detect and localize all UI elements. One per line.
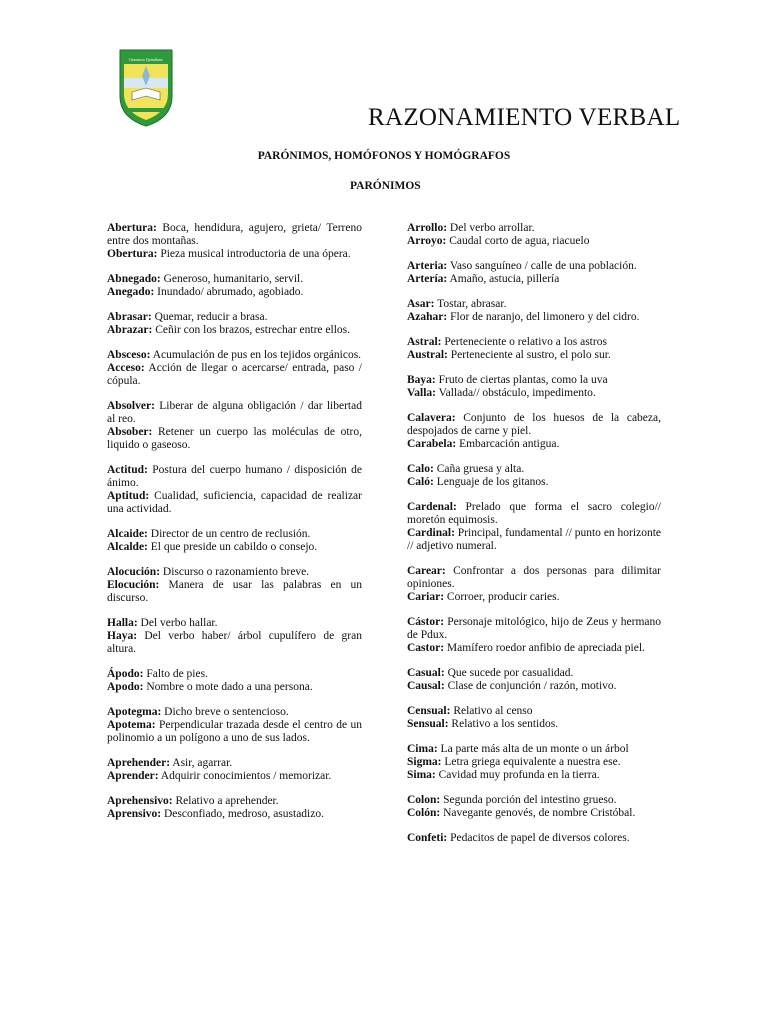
entry-term: Elocución: [107, 579, 160, 591]
section-heading: PARÓNIMOS [350, 180, 421, 192]
entry-definition: Generoso, humanitario, servil. [160, 273, 304, 285]
term-group [107, 273, 362, 299]
entry-term: Castor: [407, 642, 445, 654]
entry-definition: Ceñir con los brazos, estrechar entre ellos. [152, 324, 351, 336]
term-group [407, 260, 661, 286]
glossary-entry [407, 222, 661, 235]
entry-term: Colon: [407, 794, 441, 806]
glossary-entry [107, 222, 362, 248]
entry-term: Valla: [407, 387, 436, 399]
glossary-entry [107, 286, 362, 299]
entry-definition: Discurso o razonamiento breve. [160, 566, 310, 578]
glossary-entry [407, 616, 661, 642]
glossary-entry [107, 668, 362, 681]
entry-definition: Acción de llegar o acercarse/ entrada, paso / cópula. [107, 362, 362, 387]
entry-definition: Director de un centro de reclusión. [147, 528, 311, 540]
school-logo [118, 48, 174, 128]
glossary-entry [407, 298, 661, 311]
term-group [407, 743, 661, 782]
glossary-entry [407, 769, 661, 782]
glossary-entry [407, 387, 661, 400]
entry-definition: Desconfiado, medroso, asustadizo. [161, 808, 324, 820]
entry-definition: Personaje mitológico, hijo de Zeus y hermano de Pdux. [407, 616, 661, 641]
glossary-entry [107, 630, 362, 656]
entry-term: Abrasar: [107, 311, 152, 323]
term-group [107, 566, 362, 605]
entry-definition: Segunda porción del intestino grueso. [440, 794, 617, 806]
entry-definition: Vaso sanguíneo / calle de una población. [447, 260, 637, 272]
entry-definition: Perteneciente o relativo a los astros [441, 336, 607, 348]
entry-term: Sigma: [407, 756, 442, 768]
svg-text:Gimnasio Quindiano: Gimnasio Quindiano [129, 57, 163, 62]
glossary-entry [407, 642, 661, 655]
term-group [407, 667, 661, 693]
entry-term: Abertura: [107, 222, 157, 234]
glossary-entry [407, 527, 661, 553]
entry-term: Carabela: [407, 438, 457, 450]
entry-term: Cardinal: [407, 527, 455, 539]
entry-definition: Caña gruesa y alta. [433, 463, 525, 475]
entry-term: Astral: [407, 336, 442, 348]
entry-definition: Quemar, reducir a brasa. [151, 311, 268, 323]
entry-definition: Perpendicular trazada desde el centro de un polinomio a un polígono a uno de sus lados. [107, 719, 362, 744]
entry-term: Apotegma: [107, 706, 162, 718]
glossary-entry [107, 808, 362, 821]
glossary-entry [107, 719, 362, 745]
entry-definition: Nombre o mote dado a una persona. [143, 681, 313, 693]
page-subtitle: PARÓNIMOS, HOMÓFONOS Y HOMÓGRAFOS [257, 150, 511, 162]
entry-term: Asar: [407, 298, 435, 310]
entry-definition: Confrontar a dos personas para dilimitar opiniones. [407, 565, 661, 590]
entry-term: Alocución: [107, 566, 161, 578]
entry-term: Cima: [407, 743, 438, 755]
glossary-entry [407, 260, 661, 273]
entry-definition: Inundado/ abrumado, agobiado. [154, 286, 304, 298]
entry-definition: Acumulación de pus en los tejidos orgánicos. [150, 349, 362, 361]
glossary-entry [107, 617, 362, 630]
entry-term: Aprehender: [107, 757, 171, 769]
glossary-entry [407, 374, 661, 387]
entry-definition: Adquirir conocimientos / memorizar. [158, 770, 332, 782]
glossary-entry [107, 464, 362, 490]
term-group [107, 222, 362, 261]
entry-definition: Falto de pies. [143, 668, 208, 680]
term-group [107, 757, 362, 783]
term-group [407, 832, 661, 845]
entry-definition: Del verbo arrollar. [447, 222, 535, 234]
glossary-entry [107, 324, 362, 337]
entry-term: Baya: [407, 374, 436, 386]
glossary-entry [107, 706, 362, 719]
glossary-entry [107, 795, 362, 808]
entry-term: Cástor: [407, 616, 445, 628]
entry-definition: Conjunto de los huesos de la cabeza, despojados de carne y piel. [407, 412, 661, 437]
entry-definition: Relativo a los sentidos. [448, 718, 559, 730]
term-group [107, 400, 362, 452]
entry-term: Haya: [107, 630, 138, 642]
entry-term: Alcaide: [107, 528, 148, 540]
entry-definition: Postura del cuerpo humano / disposición de ánimo. [107, 464, 362, 489]
glossary-entry [107, 362, 362, 388]
term-group [407, 616, 661, 655]
entry-term: Caló: [407, 476, 434, 488]
entry-definition: Liberar de alguna obligación / dar libertad al reo. [107, 400, 362, 425]
term-group [407, 501, 661, 553]
entry-definition: Retener un cuerpo las moléculas de otro, liquido o gaseoso. [107, 426, 362, 451]
entry-term: Abnegado: [107, 273, 161, 285]
term-group [407, 336, 661, 362]
glossary-entry [107, 311, 362, 324]
term-group [407, 374, 661, 400]
glossary-entry [107, 566, 362, 579]
glossary-entry [407, 794, 661, 807]
entry-definition: Corroer, producir caries. [444, 591, 560, 603]
term-group [407, 298, 661, 324]
glossary-entry [107, 681, 362, 694]
entry-term: Acceso: [107, 362, 145, 374]
glossary-entry [407, 476, 661, 489]
term-group [107, 311, 362, 337]
glossary-entry [407, 565, 661, 591]
entry-definition: Del verbo hallar. [137, 617, 218, 629]
entry-definition: Mamífero roedor anfibio de apreciada piel. [444, 642, 645, 654]
entry-definition: Clase de conjunción / razón, motivo. [444, 680, 617, 692]
right-column [407, 222, 661, 857]
glossary-entry [407, 667, 661, 680]
glossary-entry [407, 680, 661, 693]
entry-term: Arrollo: [407, 222, 448, 234]
glossary-entry [107, 770, 362, 783]
entry-definition: Flor de naranjo, del limonero y del cidro. [447, 311, 640, 323]
glossary-entry [107, 490, 362, 516]
entry-term: Halla: [107, 617, 138, 629]
glossary-entry [407, 336, 661, 349]
glossary-entry [107, 349, 362, 362]
entry-term: Arroyo: [407, 235, 447, 247]
glossary-entry [407, 807, 661, 820]
entry-term: Carear: [407, 565, 446, 577]
entry-term: Cardenal: [407, 501, 457, 513]
glossary-entry [107, 273, 362, 286]
entry-term: Austral: [407, 349, 448, 361]
entry-definition: Vallada// obstáculo, impedimento. [435, 387, 596, 399]
term-group [107, 795, 362, 821]
left-column [107, 222, 362, 833]
entry-definition: Relativo al censo [450, 705, 533, 717]
entry-definition: Tostar, abrasar. [434, 298, 507, 310]
glossary-entry [107, 426, 362, 452]
glossary-entry [107, 757, 362, 770]
glossary-entry [407, 349, 661, 362]
entry-definition: Manera de usar las palabras en un discurso. [107, 579, 362, 604]
entry-term: Arteria: [407, 260, 448, 272]
term-group [107, 528, 362, 554]
glossary-entry [407, 311, 661, 324]
entry-definition: La parte más alta de un monte o un árbol [437, 743, 629, 755]
entry-term: Sensual: [407, 718, 449, 730]
glossary-entry [407, 501, 661, 527]
entry-definition: Perteneciente al sustro, el polo sur. [447, 349, 611, 361]
term-group [107, 464, 362, 516]
entry-term: Anegado: [107, 286, 155, 298]
term-group [407, 463, 661, 489]
glossary-entry [407, 463, 661, 476]
glossary-entry [407, 718, 661, 731]
entry-term: Ápodo: [107, 668, 144, 680]
entry-definition: Navegante genovés, de nombre Cristóbal. [440, 807, 636, 819]
term-group [107, 668, 362, 694]
entry-term: Absober: [107, 426, 153, 438]
entry-definition: Caudal corto de agua, riacuelo [446, 235, 590, 247]
entry-term: Apodo: [107, 681, 144, 693]
entry-term: Actitud: [107, 464, 148, 476]
glossary-entry [407, 412, 661, 438]
entry-definition: Lenguaje de los gitanos. [433, 476, 549, 488]
entry-definition: Relativo a aprehender. [172, 795, 279, 807]
entry-term: Absceso: [107, 349, 151, 361]
entry-term: Calo: [407, 463, 434, 475]
entry-term: Sima: [407, 769, 436, 781]
entry-term: Aprehensivo: [107, 795, 173, 807]
glossary-entry [107, 248, 362, 261]
entry-term: Cariar: [407, 591, 445, 603]
entry-term: Calavera: [407, 412, 456, 424]
glossary-entry [407, 743, 661, 756]
glossary-entry [407, 832, 661, 845]
entry-term: Obertura: [107, 248, 158, 260]
entry-term: Aprensivo: [107, 808, 162, 820]
entry-definition: Pedacitos de papel de diversos colores. [447, 832, 630, 844]
entry-definition: Asir, agarrar. [170, 757, 233, 769]
entry-term: Apotema: [107, 719, 156, 731]
glossary-entry [407, 273, 661, 286]
term-group [407, 705, 661, 731]
entry-term: Absolver: [107, 400, 155, 412]
term-group [407, 565, 661, 604]
entry-term: Colón: [407, 807, 441, 819]
glossary-entry [107, 541, 362, 554]
entry-definition: Cavidad muy profunda en la tierra. [435, 769, 600, 781]
entry-term: Alcalde: [107, 541, 148, 553]
entry-definition: Prelado que forma el sacro colegio// moretón equimosis. [407, 501, 661, 526]
entry-term: Aprender: [107, 770, 159, 782]
entry-term: Aptitud: [107, 490, 150, 502]
entry-term: Censual: [407, 705, 451, 717]
entry-definition: Boca, hendidura, agujero, grieta/ Terreno entre dos montañas. [107, 222, 362, 247]
entry-term: Azahar: [407, 311, 448, 323]
entry-definition: El que preside un cabildo o consejo. [147, 541, 318, 553]
term-group [407, 412, 661, 451]
entry-definition: Cualidad, suficiencia, capacidad de realizar una actividad. [107, 490, 362, 515]
entry-definition: Dicho breve o sentencioso. [161, 706, 289, 718]
glossary-entry [107, 400, 362, 426]
glossary-entry [407, 235, 661, 248]
term-group [107, 617, 362, 656]
entry-definition: Embarcación antigua. [456, 438, 560, 450]
entry-term: Causal: [407, 680, 445, 692]
entry-term: Abrazar: [107, 324, 153, 336]
glossary-entry [407, 591, 661, 604]
entry-term: Confeti: [407, 832, 448, 844]
term-group [407, 794, 661, 820]
glossary-entry [407, 756, 661, 769]
entry-definition: Letra griega equivalente a nuestra ese. [441, 756, 621, 768]
page-title: RAZONAMIENTO VERBAL [368, 104, 681, 131]
entry-term: Casual: [407, 667, 445, 679]
glossary-entry [407, 438, 661, 451]
entry-definition: Que sucede por casualidad. [444, 667, 574, 679]
term-group [407, 222, 661, 248]
entry-term: Artería: [407, 273, 448, 285]
glossary-entry [107, 528, 362, 541]
entry-definition: Amaño, astucia, pillería [447, 273, 560, 285]
entry-definition: Del verbo haber/ árbol cupulífero de gran altura. [107, 630, 362, 655]
glossary-entry [107, 579, 362, 605]
entry-definition: Fruto de ciertas plantas, como la uva [435, 374, 608, 386]
term-group [107, 349, 362, 388]
glossary-entry [407, 705, 661, 718]
term-group [107, 706, 362, 745]
entry-definition: Pieza musical introductoria de una ópera. [157, 248, 351, 260]
entry-definition: Principal, fundamental // punto en horizonte // adjetivo numeral. [407, 527, 661, 552]
